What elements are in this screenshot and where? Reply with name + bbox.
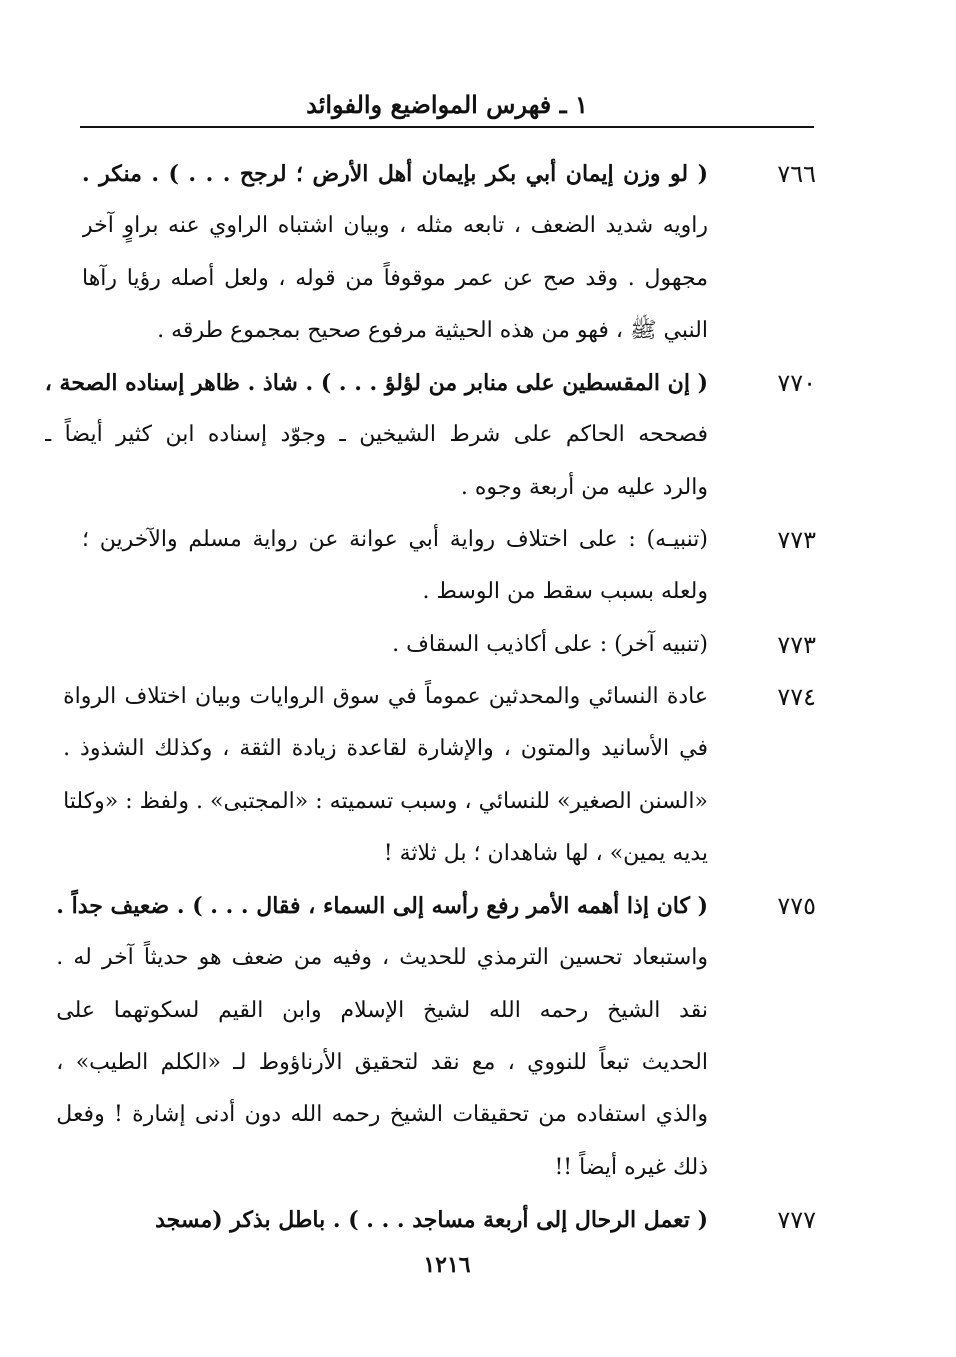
entry-line: (تنبيـه) : على اختلاف رواية أبي عوانة عن رواية مسلم والآخرين ؛	[82, 527, 708, 553]
index-entries	[44, 148, 816, 1246]
entry-line: والذي استفاده من تحقيقات الشيخ رحمه الله دون أدنى إشارة ! وفعل	[56, 1102, 708, 1128]
index-entry	[63, 671, 816, 880]
header-rule	[80, 126, 814, 128]
entry-text	[82, 619, 708, 671]
index-entry	[82, 1194, 816, 1246]
entry-line: (تنبيه آخر) : على أكاذيب السقاف .	[392, 631, 708, 657]
entry-number: ٧٧٤	[777, 682, 816, 711]
entry-line: يديه يمين» ، لها شاهدان ؛ بل ثلاثة !	[383, 840, 708, 866]
entry-line: نقد الشيخ رحمه الله لشيخ الإسلام وابن القيم لسكوتهما على	[56, 997, 708, 1023]
index-entry	[82, 514, 816, 619]
entry-line: الحديث تبعاً للنووي ، مع نقد لتحقيق الأرناؤوط لـ «الكلم الطيب» ،	[56, 1050, 708, 1076]
entry-line: «السنن الصغير» للنسائي ، وسبب تسميته : «المجتبى» . ولفظ : «وكلتا	[63, 788, 708, 814]
entry-line: راويه شديد الضعف ، تابعه مثله ، وبيان اشتباه الراوي عنه براوٍ آخر	[82, 213, 708, 239]
entry-line: فصححه الحاكم على شرط الشيخين ـ وجوّد إسناده ابن كثير أيضاً ـ	[44, 422, 708, 448]
entry-number: ٧٧٧	[777, 1205, 816, 1234]
entry-line: ذلك غيره أيضاً !!	[554, 1154, 708, 1180]
index-entry	[82, 619, 816, 671]
entry-line: في الأسانيد والمتون ، والإشارة لقاعدة زيادة الثقة ، وكذلك الشذوذ .	[63, 736, 708, 762]
entry-number: ٧٧٥	[777, 892, 816, 921]
entry-line: ( إن المقسطين على منابر من لؤلؤ . . . ) . شاذ . ظاهر إسناده الصحة ،	[44, 370, 708, 397]
entry-line: والرد عليه من أربعة وجوه .	[460, 474, 708, 500]
entry-number: ٧٧٣	[777, 630, 816, 659]
entry-number: ٧٧٣	[777, 526, 816, 555]
entry-number: ٧٧٠	[777, 369, 816, 398]
index-entry	[56, 880, 816, 1194]
entry-text	[56, 880, 708, 1194]
entry-number: ٧٦٦	[777, 160, 816, 188]
entry-line: ( لو وزن إيمان أبي بكر بإيمان أهل الأرض ؛ لرجح . . . ) . منكر .	[82, 161, 708, 187]
index-entry	[82, 148, 816, 357]
entry-text	[82, 514, 708, 619]
entry-line: ولعله بسبب سقط من الوسط .	[422, 579, 708, 605]
entry-line: النبي ﷺ ، فهو من هذه الحيثية مرفوع صحيح بمجموع طرقه .	[157, 317, 708, 343]
entry-text	[82, 148, 708, 357]
entry-text	[45, 357, 708, 514]
entry-text	[63, 671, 708, 880]
page-title: ١ ـ فهرس المواضيع والفوائد	[306, 90, 588, 119]
entry-line: ( كان إذا أهمه الأمر رفع رأسه إلى السماء ، فقال . . . ) . ضعيف جداً .	[56, 893, 708, 920]
page-number: ١٢١٦	[423, 1252, 471, 1278]
entry-line: عادة النسائي والمحدثين عموماً في سوق الروايات وبيان اختلاف الرواة	[63, 683, 708, 709]
entry-text	[82, 1194, 708, 1246]
entry-line: ( تعمل الرحال إلى أربعة مساجد . . . ) . باطل بذكر (مسجد	[155, 1206, 708, 1233]
index-entry	[44, 357, 816, 514]
entry-line: واستبعاد تحسين الترمذي للحديث ، وفيه من ضعف هو حديثاً آخر له .	[56, 945, 708, 971]
entry-line: مجهول . وقد صح عن عمر موقوفاً من قوله ، ولعل أصله رؤيا رآها	[82, 265, 708, 291]
